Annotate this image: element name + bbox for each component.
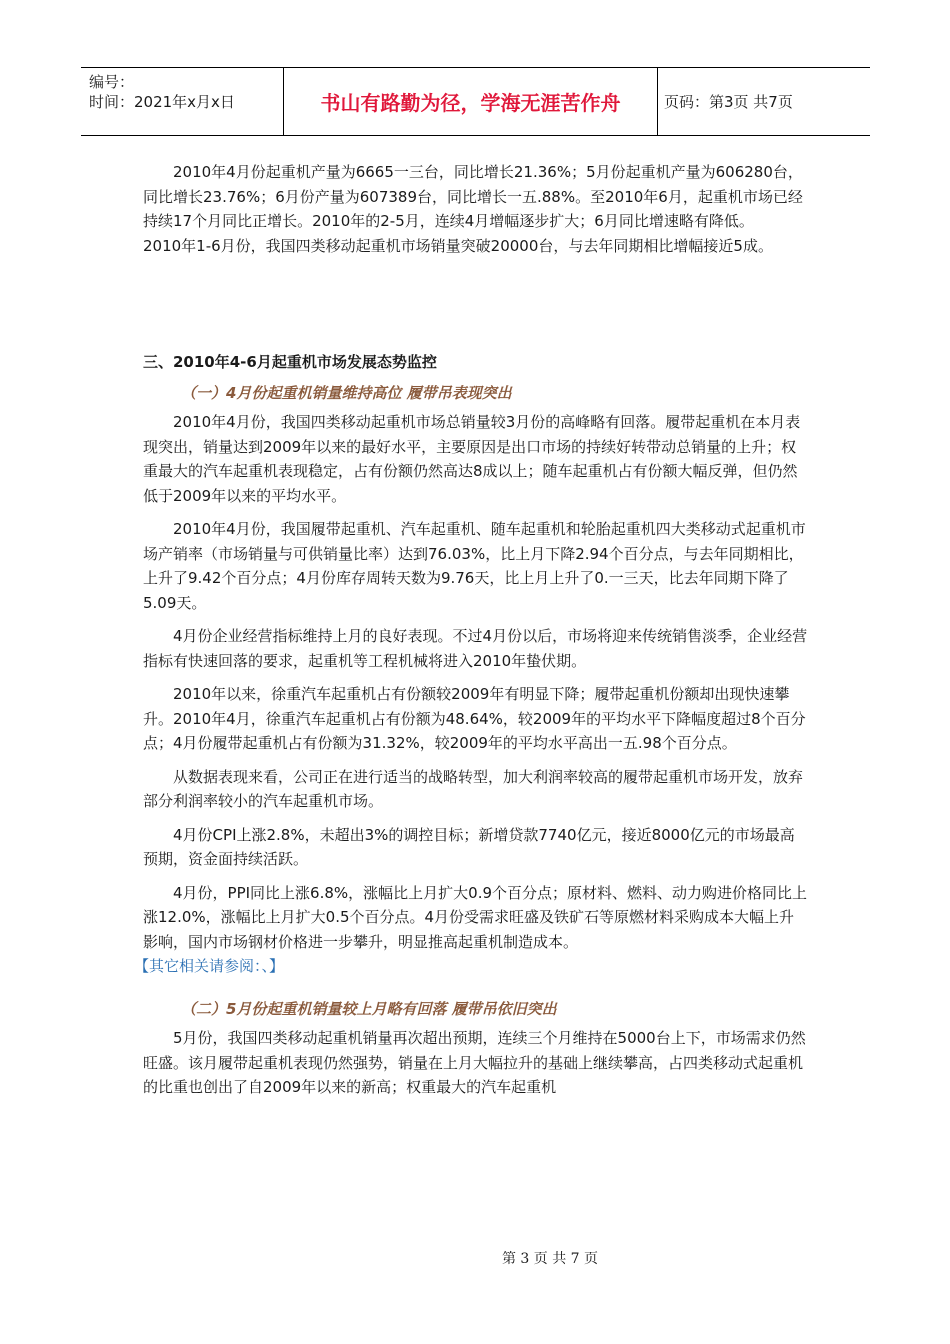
subsection-title-may: （二）5月份起重机销量较上月略有回落 履带吊依旧突出 [181,999,557,1018]
paragraph-sales-summary: 2010年1-6月份，我国四类移动起重机市场销量突破20000台，与去年同期相比增幅接近5成。 [143,236,773,255]
subsection-title-april: （一）4月份起重机销量维持高位 履带吊表现突出 [181,383,512,402]
paragraph-april-sales: 2010年4月份，我国四类移动起重机市场总销量较3月份的高峰略有回落。履带起重机在本月表现突出，销量达到2009年以来的最好水平，主要原因是出口市场的持续好转带动总销量的上升；权重最大的汽车起重机表现稳定，占有份额仍然高达8成以上；随车起重机占有份额大幅反弹，但仍然低于2009年以来的平均水平。 [143,413,801,505]
paragraph-business-indicators: 4月份企业经营指标维持上月的良好表现。不过4月份以后，市场将迎来传统销售淡季，企业经营指标有快速回落的要求，起重机等工程机械将进入2010年蛰伏期。 [143,627,808,670]
reference-link-line [134,954,808,979]
header-page-cell [658,68,870,135]
paragraph-production: 2010年4月份起重机产量为6665一三台，同比增长21.36%；5月份起重机产量为606280台，同比增长23.76%；6月份产量为607389台，同比增长一五.88%。至2010年6月，起重机市场已经持续17个月同比正增长。2010年的2-5月，连续4月增幅逐步扩大；6月同比增速略有降低。 [143,163,803,230]
document-number-label: 编号： [89,73,135,91]
paragraph-market-share: 2010年以来，徐重汽车起重机占有份额较2009年有明显下降；履带起重机份额却出现快速攀升。2010年4月，徐重汽车起重机占有份额为48.64%，较2009年的平均水平下降幅度超过8个百分点；4月份履带起重机占有份额为31.32%，较2009年的平均水平高出一五.98个百分点。 [143,685,806,752]
paragraph-may-sales: 5月份，我国四类移动起重机销量再次超出预期，连续三个月维持在5000台上下，市场需求仍然旺盛。该月履带起重机表现仍然强势，销量在上月大幅拉升的基础上继续攀高，占四类移动式起重机的比重也创出了自2009年以来的新高；权重最大的汽车起重机 [143,1029,806,1096]
page-header [81,67,870,136]
paragraph-strategy: 从数据表现来看，公司正在进行适当的战略转型，加大利润率较高的履带起重机市场开发，放弃部分利润率较小的汽车起重机市场。 [143,767,804,810]
header-motto: 书山有路勤为径，学海无涯苦作舟 [320,91,621,115]
document-body [134,160,808,1100]
paragraph-cpi: 4月份CPI上涨2.8%，未超出3%的调控目标；新增贷款7740亿元，接近8000亿元的市场最高预期，资金面持续活跃。 [143,825,795,868]
paragraph-sales-rate: 2010年4月份，我国履带起重机、汽车起重机、随车起重机和轮胎起重机四大类移动式起重机市场产销率（市场销量与可供销量比率）达到76.03%，比上月下降2.94个百分点，与去年同期相比，上升了9.42个百分点；4月份库存周转天数为9.76天，比上月上升了0.一三天，比去年同期下降了5.09天。 [143,520,806,612]
document-date: 时间：2021年x月x日 [89,93,235,111]
header-meta-cell [81,68,284,135]
header-motto-cell [284,68,658,135]
section-title: 三、2010年4-6月起重机市场发展态势监控 [143,353,437,371]
header-page-info: 页码：第3页 共7页 [664,93,793,111]
footer-page-number: 第 3 页 共 7 页 [501,1251,599,1267]
page-footer [0,1248,950,1268]
paragraph-ppi: 4月份，PPI同比上涨6.8%，涨幅比上月扩大0.9个百分点；原材料、燃料、动力购进价格同比上涨12.0%，涨幅比上月扩大0.5个百分点。4月份受需求旺盛及铁矿石等原燃材料采购成本大幅上升影响，国内市场钢材价格进一步攀升，明显推高起重机制造成本。 [143,883,808,951]
reference-link[interactable]: 【其它相关请参阅：、】 [134,957,285,975]
